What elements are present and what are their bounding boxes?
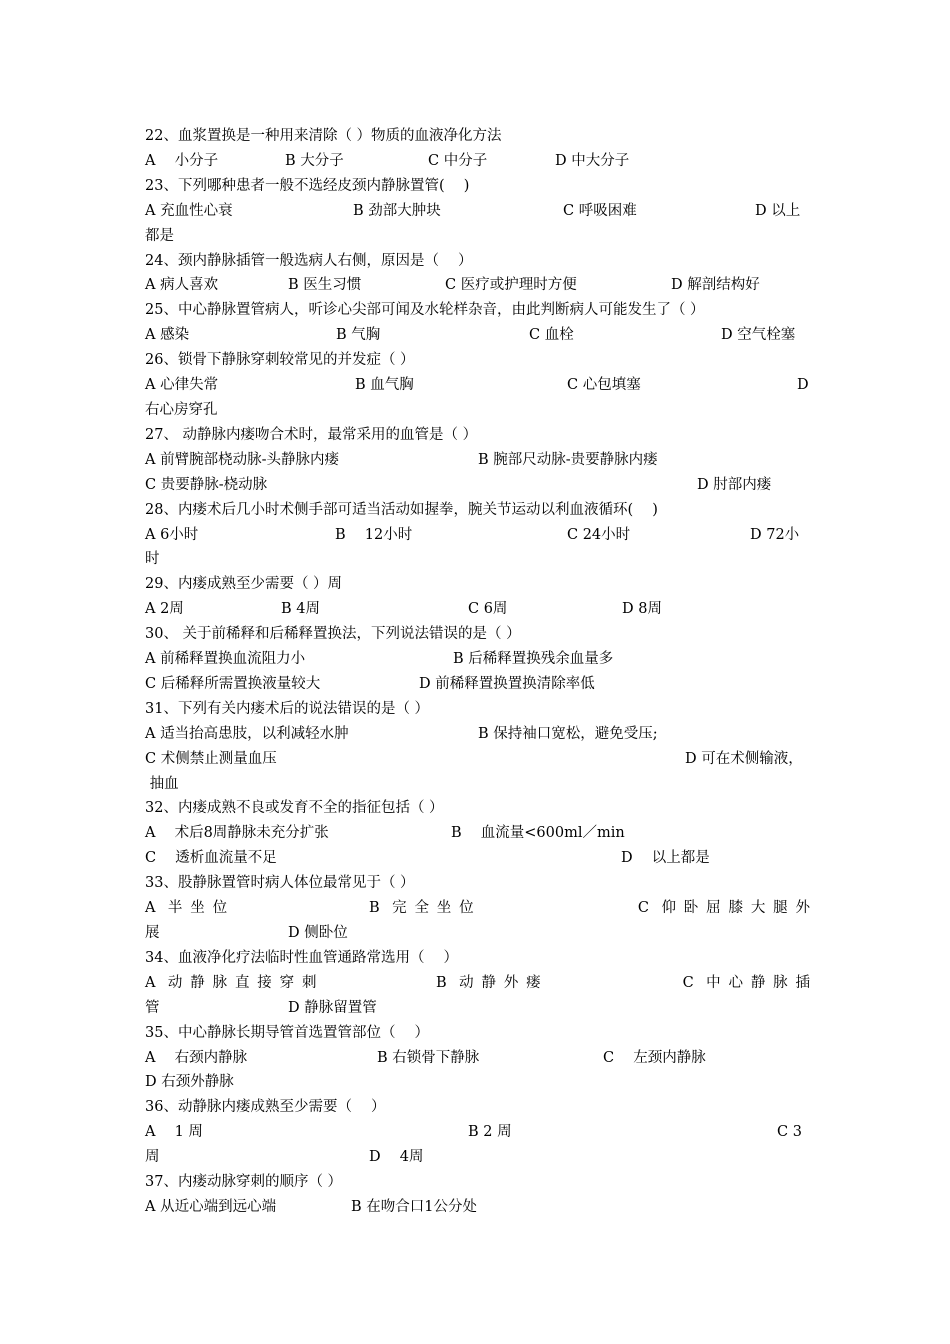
- question-30-options-cd: [145, 672, 810, 697]
- option-c: C 6周: [468, 601, 508, 618]
- option-b: B 后稀释置换残余血量多: [453, 651, 614, 668]
- question-31-options-ab: [145, 722, 810, 747]
- question-32-stem: 32、内瘘成熟不良或发育不全的指征包括（ ）: [145, 800, 444, 817]
- question-36-stem: 36、动静脉内瘘成熟至少需要（ ）: [145, 1099, 386, 1116]
- question-list: [145, 124, 810, 1220]
- option-b: B 腕部尺动脉-贵要静脉内瘘: [478, 451, 658, 468]
- option-d: D 解剖结构好: [671, 277, 760, 294]
- question-25-options: [145, 323, 810, 348]
- question-26-stem: 26、锁骨下静脉穿刺较常见的并发症（ ）: [145, 352, 415, 369]
- option-d: D 侧卧位: [288, 925, 348, 941]
- question-28-options: [145, 523, 810, 548]
- option-d: D 以上: [755, 202, 801, 219]
- option-c: C 术侧禁止测量血压: [145, 750, 277, 767]
- option-b: B 12小时: [335, 526, 413, 543]
- question-24-options: [145, 273, 810, 298]
- question-32-options-ab: [145, 821, 810, 846]
- option-c: C 心包填塞: [567, 377, 641, 394]
- question-37-stem: 37、内瘘动脉穿刺的顺序（ ）: [145, 1174, 343, 1191]
- option-b: B 血流量<600ml／min: [451, 825, 625, 842]
- option-d: D 4周: [369, 1149, 424, 1166]
- option-a: A 病人喜欢: [145, 277, 219, 294]
- question-33-options-abc: A 半坐位 B 完全坐位 C 仰卧屈膝大腿外: [145, 900, 810, 917]
- option-d: D 空气栓塞: [721, 327, 796, 344]
- question-22-options: [145, 149, 810, 174]
- question-30-options-ab: [145, 647, 810, 672]
- option-c: C 血栓: [529, 327, 574, 344]
- option-b: B 血气胸: [355, 377, 414, 394]
- option-a: A 小分子: [145, 152, 219, 169]
- option-c: C 医疗或护理时方便: [445, 277, 577, 294]
- question-27-options-cd: [145, 473, 810, 498]
- option-b: B 劲部大肿块: [353, 202, 441, 219]
- question-33-stem: 33、股静脉置管时病人体位最常见于（ ）: [145, 875, 415, 892]
- option-a: A 从近心端到远心端: [145, 1198, 277, 1215]
- option-c-wrap: 管: [145, 999, 160, 1016]
- question-25-stem: 25、中心静脉置管病人，听诊心尖部可闻及水轮样杂音，由此判断病人可能发生了（ ）: [145, 302, 705, 319]
- option-c: C 透析血流量不足: [145, 850, 277, 867]
- question-22-stem: 22、血浆置换是一种用来清除（ ）物质的血液净化方法: [145, 128, 502, 144]
- question-27-options-ab: [145, 448, 810, 473]
- question-24-stem: 24、颈内静脉插管一般选病人右侧，原因是（ ）: [145, 252, 473, 269]
- question-36-options-d: [145, 1145, 810, 1170]
- option-b: B 大分子: [285, 152, 344, 169]
- question-31-options-cd: [145, 747, 810, 772]
- question-31-stem: 31、下列有关内瘘术后的说法错误的是（ ）: [145, 700, 430, 717]
- option-a: A 前稀释置换血流阻力小: [145, 651, 306, 668]
- option-b: B 保持袖口宽松，避免受压;: [478, 725, 658, 742]
- question-23-options: [145, 199, 810, 224]
- option-a: A 感染: [145, 327, 190, 344]
- question-34-options-abc: A 动静脉直接穿刺 B 动静外瘘 C 中心静脉插: [145, 974, 810, 991]
- option-d: D 72小: [750, 526, 800, 543]
- question-28-wrap: 时: [145, 551, 160, 568]
- question-28-stem: 28、内瘘术后几小时术侧手部可适当活动如握拳，腕关节运动以利血液循环( ): [145, 501, 658, 518]
- option-a: A 1 周: [145, 1124, 203, 1141]
- option-a: A 术后8周静脉未充分扩张: [145, 825, 329, 842]
- question-35-stem: 35、中心静脉长期导管首选置管部位（ ）: [145, 1024, 430, 1041]
- option-b: B 右锁骨下静脉: [377, 1049, 480, 1066]
- option-a: A 右颈内静脉: [145, 1049, 248, 1066]
- question-23-wrap: 都是: [145, 227, 174, 244]
- question-27-stem: 27、 动静脉内瘘吻合术时，最常采用的血管是（ ）: [145, 426, 478, 443]
- option-d: D 8周: [622, 601, 662, 618]
- option-d: D: [797, 377, 809, 394]
- question-30-stem: 30、 关于前稀释和后稀释置换法，下列说法错误的是（ ）: [145, 626, 521, 643]
- option-d: D 以上都是: [621, 850, 710, 867]
- option-c-wrap: 展: [145, 925, 160, 941]
- question-33-options-d: [145, 921, 810, 946]
- option-d: D 静脉留置管: [288, 999, 377, 1016]
- option-a: A 充血性心衰: [145, 202, 233, 219]
- question-29-options: [145, 597, 810, 622]
- question-26-wrap: 右心房穿孔: [145, 401, 218, 418]
- question-23-stem: 23、下列哪种患者一般不选经皮颈内静脉置管( ): [145, 177, 470, 194]
- question-31-wrap: 抽血: [145, 775, 179, 792]
- option-a: A 2周: [145, 601, 184, 618]
- option-a: A 心律失常: [145, 377, 219, 394]
- question-35-options: [145, 1046, 810, 1071]
- question-36-options: [145, 1120, 810, 1145]
- option-b: B 气胸: [336, 327, 381, 344]
- option-c: C 后稀释所需置换液量较大: [145, 675, 321, 692]
- option-a: A 6小时: [145, 526, 199, 543]
- question-35-wrap: D 右颈外静脉: [145, 1074, 234, 1091]
- option-c: C 中分子: [428, 152, 488, 169]
- question-34-stem: 34、血液净化疗法临时性血管通路常选用（ ）: [145, 949, 459, 966]
- option-c: C 贵要静脉-桡动脉: [145, 476, 268, 493]
- option-c: C 左颈内静脉: [603, 1049, 706, 1066]
- option-d: D 中大分子: [555, 152, 630, 169]
- option-c: C 呼吸困难: [563, 202, 637, 219]
- option-c-wrap: 周: [145, 1149, 160, 1166]
- question-26-options: [145, 373, 810, 398]
- option-d: D 前稀释置换置换清除率低: [419, 675, 595, 692]
- option-b: B 在吻合口1公分处: [351, 1198, 477, 1215]
- option-d: D 肘部内瘘: [697, 476, 772, 493]
- option-a: A 前臂腕部桡动脉-头静脉内瘘: [145, 451, 339, 468]
- question-32-options-cd: [145, 846, 810, 871]
- question-37-options: [145, 1195, 810, 1220]
- question-34-options-d: [145, 996, 810, 1021]
- option-b: B 2 周: [468, 1124, 512, 1141]
- option-a: A 适当抬高患肢，以利减轻水肿: [145, 725, 349, 742]
- option-b: B 4周: [281, 601, 320, 618]
- question-29-stem: 29、内瘘成熟至少需要（ ）周: [145, 576, 343, 593]
- option-b: B 医生习惯: [288, 277, 362, 294]
- option-d: D 可在术侧输液，: [685, 750, 803, 767]
- option-c: C 24小时: [567, 526, 631, 543]
- option-c: C 3: [777, 1124, 802, 1141]
